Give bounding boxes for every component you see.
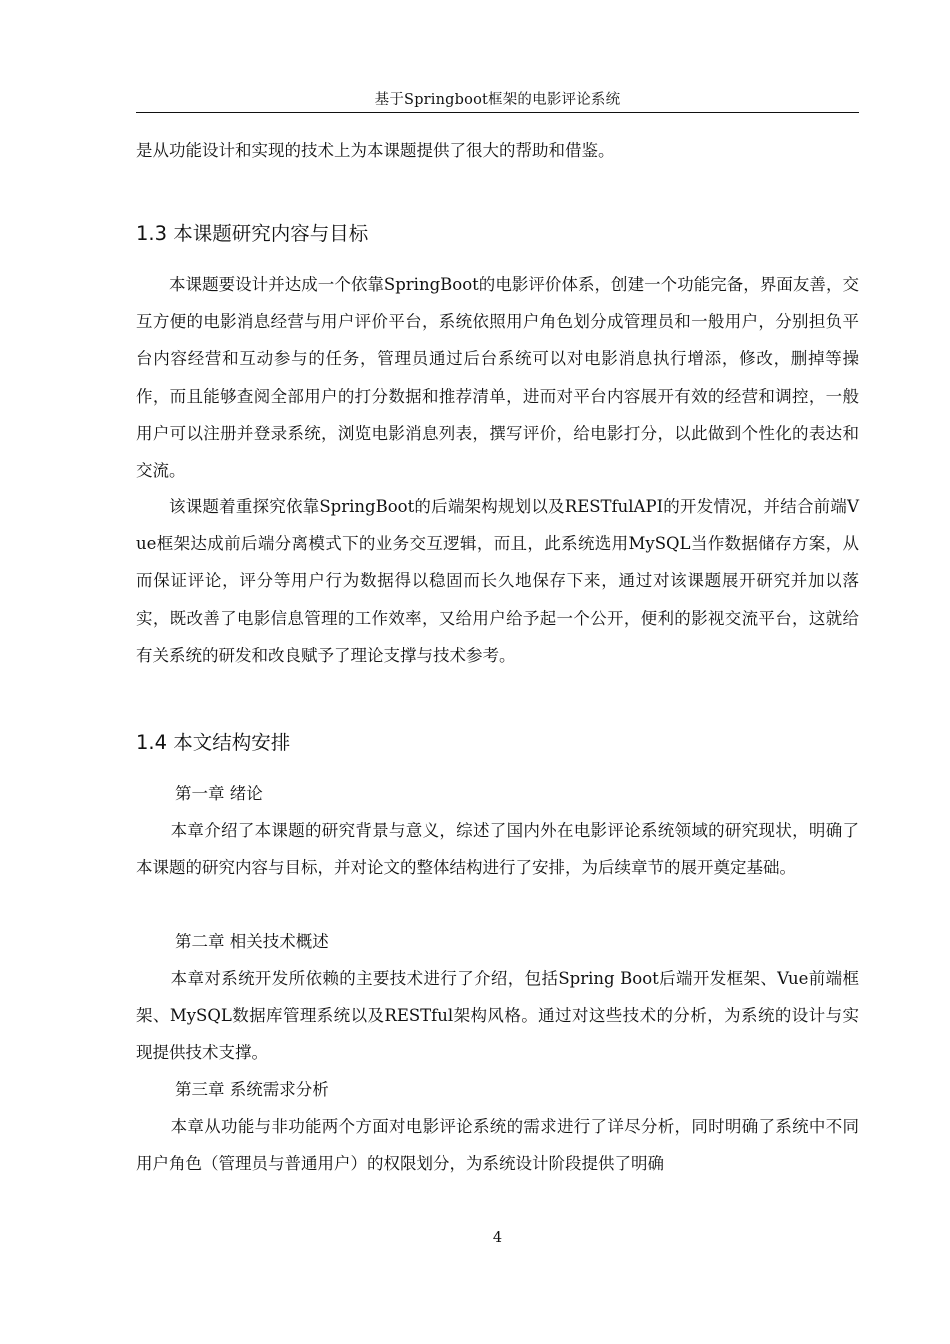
chapter-1-description: 本章介绍了本课题的研究背景与意义，综述了国内外在电影评论系统领域的研究现状，明确了本课题的研究内容与目标，并对论文的整体结构进行了安排，为后续章节的展开奠定基础。 (136, 821, 859, 878)
header-rule (136, 112, 859, 113)
chapter-2-description: 本章对系统开发所依赖的主要技术进行了介绍，包括Spring Boot后端开发框架、Vue前端框架、MySQL数据库管理系统以及RESTful架构风格。通过对这些技术的分析，为系统的设计与实现提供技术支撑。 (136, 969, 859, 1063)
section-heading-1-3: 1.3 本课题研究内容与目标 (136, 222, 369, 245)
chapter-1-label: 第一章 绪论 (175, 784, 263, 803)
section-1-3-paragraph-1: 本课题要设计并达成一个依靠SpringBoot的电影评价体系，创建一个功能完备，界面友善，交互方便的电影消息经营与用户评价平台，系统依照用户角色划分成管理员和一般用户，分别担负平台内容经营和互动参与的任务，管理员通过后台系统可以对电影消息执行增添，修改，删掉等操作，而且能够查阅全部用户的打分数据和推荐清单，进而对平台内容展开有效的经营和调控，一般用户可以注册并登录系统，浏览电影消息列表，撰写评价，给电影打分，以此做到个性化的表达和交流。 (136, 275, 859, 481)
section-1-3-paragraph-2: 该课题着重探究依靠SpringBoot的后端架构规划以及RESTfulAPI的开发情况，并结合前端Vue框架达成前后端分离模式下的业务交互逻辑，而且，此系统选用MySQL当作数据储存方案，从而保证评论，评分等用户行为数据得以稳固而长久地保存下来，通过对该课题展开研究并加以落实，既改善了电影信息管理的工作效率，又给用户给予起一个公开，便利的影视交流平台，这就给有关系统的研发和改良赋予了理论支撑与技术参考。 (136, 497, 859, 665)
chapter-3-description: 本章从功能与非功能两个方面对电影评论系统的需求进行了详尽分析，同时明确了系统中不同用户角色（管理员与普通用户）的权限划分，为系统设计阶段提供了明确 (136, 1117, 859, 1174)
chapter-2-label: 第二章 相关技术概述 (175, 932, 329, 951)
section-heading-1-4: 1.4 本文结构安排 (136, 731, 291, 754)
chapter-3-label: 第三章 系统需求分析 (175, 1080, 329, 1099)
page-number: 4 (492, 1230, 503, 1246)
running-header: 基于Springboot框架的电影评论系统 (374, 92, 621, 108)
continuation-paragraph: 是从功能设计和实现的技术上为本课题提供了很大的帮助和借鉴。 (136, 141, 615, 160)
